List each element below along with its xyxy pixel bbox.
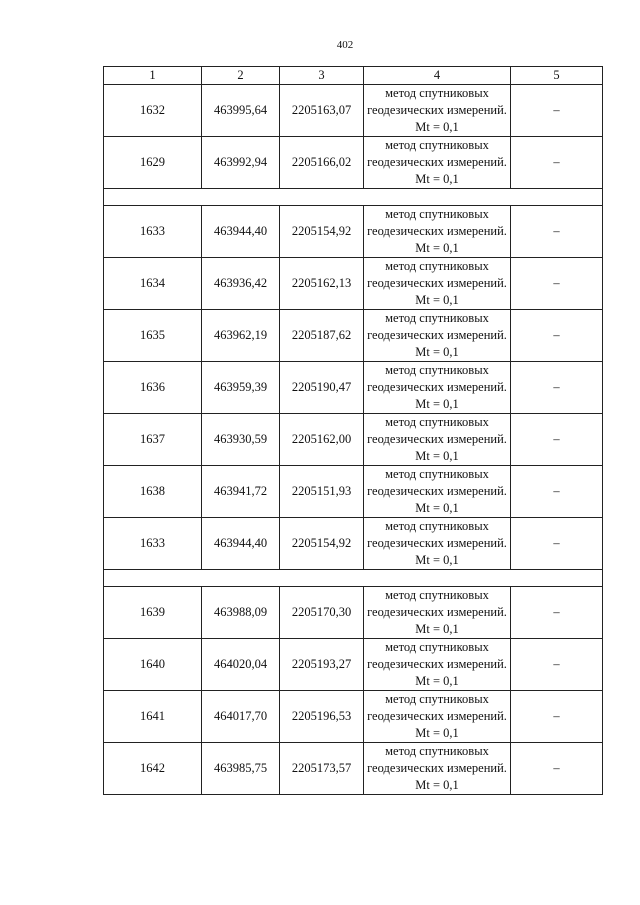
y-coordinate-cell: 2205166,02 xyxy=(280,137,364,189)
note-cell: – xyxy=(511,466,603,518)
table-row xyxy=(104,206,603,258)
y-coordinate-cell: 2205154,92 xyxy=(280,518,364,570)
x-coordinate-cell: 463959,39 xyxy=(202,362,280,414)
method-cell: метод спутниковых геодезических измерений. Mt = 0,1 xyxy=(364,518,511,570)
point-number-cell: 1632 xyxy=(104,85,202,137)
note-cell: – xyxy=(511,137,603,189)
table-row xyxy=(104,466,603,518)
table-row xyxy=(104,414,603,466)
table-row xyxy=(104,518,603,570)
method-cell: метод спутниковых геодезических измерений. Mt = 0,1 xyxy=(364,743,511,795)
point-number-cell: 1634 xyxy=(104,258,202,310)
method-cell: метод спутниковых геодезических измерений. Mt = 0,1 xyxy=(364,362,511,414)
header-cell: 2 xyxy=(202,67,280,85)
y-coordinate-cell: 2205196,53 xyxy=(280,691,364,743)
method-cell: метод спутниковых геодезических измерений. Mt = 0,1 xyxy=(364,691,511,743)
x-coordinate-cell: 463995,64 xyxy=(202,85,280,137)
method-cell: метод спутниковых геодезических измерений. Mt = 0,1 xyxy=(364,414,511,466)
table-row xyxy=(104,743,603,795)
note-cell: – xyxy=(511,206,603,258)
x-coordinate-cell: 463962,19 xyxy=(202,310,280,362)
note-cell: – xyxy=(511,258,603,310)
y-coordinate-cell: 2205173,57 xyxy=(280,743,364,795)
y-coordinate-cell: 2205154,92 xyxy=(280,206,364,258)
x-coordinate-cell: 463936,42 xyxy=(202,258,280,310)
y-coordinate-cell: 2205190,47 xyxy=(280,362,364,414)
point-number-cell: 1641 xyxy=(104,691,202,743)
method-cell: метод спутниковых геодезических измерений. Mt = 0,1 xyxy=(364,206,511,258)
table-row xyxy=(104,362,603,414)
y-coordinate-cell: 2205187,62 xyxy=(280,310,364,362)
method-cell: метод спутниковых геодезических измерений. Mt = 0,1 xyxy=(364,85,511,137)
table-row xyxy=(104,587,603,639)
table-header-row xyxy=(104,67,603,85)
table-row xyxy=(104,310,603,362)
x-coordinate-cell: 463988,09 xyxy=(202,587,280,639)
table-row xyxy=(104,258,603,310)
x-coordinate-cell: 463944,40 xyxy=(202,206,280,258)
point-number-cell: 1629 xyxy=(104,137,202,189)
note-cell: – xyxy=(511,743,603,795)
point-number-cell: 1636 xyxy=(104,362,202,414)
y-coordinate-cell: 2205170,30 xyxy=(280,587,364,639)
table-row xyxy=(104,691,603,743)
point-number-cell: 1633 xyxy=(104,206,202,258)
note-cell: – xyxy=(511,310,603,362)
header-cell: 4 xyxy=(364,67,511,85)
table-row xyxy=(104,85,603,137)
y-coordinate-cell: 2205162,00 xyxy=(280,414,364,466)
note-cell: – xyxy=(511,639,603,691)
point-number-cell: 1635 xyxy=(104,310,202,362)
method-cell: метод спутниковых геодезических измерений. Mt = 0,1 xyxy=(364,639,511,691)
x-coordinate-cell: 463985,75 xyxy=(202,743,280,795)
x-coordinate-cell: 463944,40 xyxy=(202,518,280,570)
method-cell: метод спутниковых геодезических измерений. Mt = 0,1 xyxy=(364,258,511,310)
method-cell: метод спутниковых геодезических измерений. Mt = 0,1 xyxy=(364,466,511,518)
method-cell: метод спутниковых геодезических измерений. Mt = 0,1 xyxy=(364,587,511,639)
x-coordinate-cell: 464017,70 xyxy=(202,691,280,743)
header-cell: 1 xyxy=(104,67,202,85)
method-cell: метод спутниковых геодезических измерений. Mt = 0,1 xyxy=(364,310,511,362)
y-coordinate-cell: 2205162,13 xyxy=(280,258,364,310)
x-coordinate-cell: 463992,94 xyxy=(202,137,280,189)
coordinates-table xyxy=(103,66,603,795)
x-coordinate-cell: 464020,04 xyxy=(202,639,280,691)
note-cell: – xyxy=(511,362,603,414)
note-cell: – xyxy=(511,414,603,466)
point-number-cell: 1633 xyxy=(104,518,202,570)
separator-cell xyxy=(104,189,603,206)
page-number: 402 xyxy=(336,39,354,51)
point-number-cell: 1638 xyxy=(104,466,202,518)
note-cell: – xyxy=(511,587,603,639)
group-separator-row xyxy=(104,189,603,206)
method-cell: метод спутниковых геодезических измерений. Mt = 0,1 xyxy=(364,137,511,189)
point-number-cell: 1640 xyxy=(104,639,202,691)
y-coordinate-cell: 2205163,07 xyxy=(280,85,364,137)
note-cell: – xyxy=(511,691,603,743)
point-number-cell: 1637 xyxy=(104,414,202,466)
group-separator-row xyxy=(104,570,603,587)
note-cell: – xyxy=(511,85,603,137)
y-coordinate-cell: 2205151,93 xyxy=(280,466,364,518)
header-cell: 3 xyxy=(280,67,364,85)
table-row xyxy=(104,639,603,691)
note-cell: – xyxy=(511,518,603,570)
point-number-cell: 1639 xyxy=(104,587,202,639)
header-cell: 5 xyxy=(511,67,603,85)
y-coordinate-cell: 2205193,27 xyxy=(280,639,364,691)
x-coordinate-cell: 463930,59 xyxy=(202,414,280,466)
table-row xyxy=(104,137,603,189)
x-coordinate-cell: 463941,72 xyxy=(202,466,280,518)
point-number-cell: 1642 xyxy=(104,743,202,795)
separator-cell xyxy=(104,570,603,587)
